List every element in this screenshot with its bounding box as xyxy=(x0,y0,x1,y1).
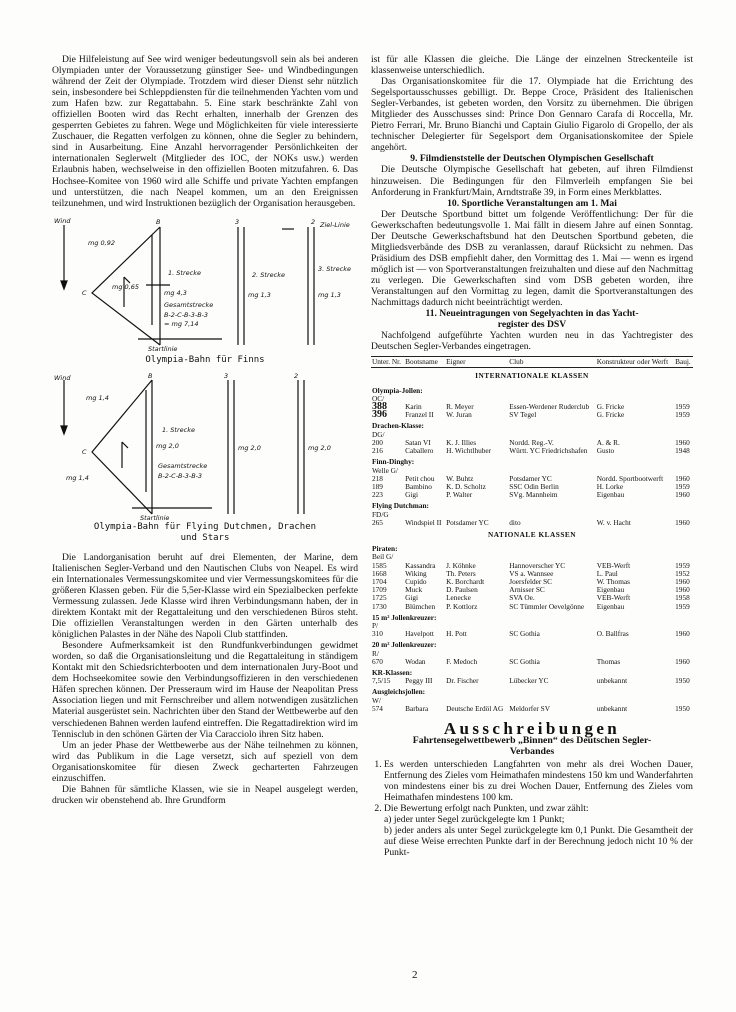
diagram1-formula: B-2-C-B-3-B-3 xyxy=(164,310,209,319)
registry-cell: VEB-Werft xyxy=(596,560,631,570)
registry-cell: Bambino xyxy=(405,481,432,491)
registry-group-row xyxy=(371,455,693,466)
registry-cell: Franzel II xyxy=(405,410,434,420)
registry-cell: 1960 xyxy=(675,629,690,639)
registry-cell: 1585 xyxy=(372,560,387,570)
registry-cell: 1725 xyxy=(372,593,387,603)
registry-cell: 7,5/15 xyxy=(372,676,391,686)
registry-cell: J. Köhnke xyxy=(446,560,476,570)
registry-cell: Windspiel II xyxy=(405,517,442,527)
registry-cell: Arnisser SC xyxy=(509,585,545,595)
registry-cell: 1959 xyxy=(675,601,690,611)
ausschreibungen-title: Ausschreibungen xyxy=(443,718,621,738)
registry-cell: 1959 xyxy=(675,402,690,412)
heading-9: 9. Filmdienststelle der Deutschen Olympischen Gesellschaft xyxy=(410,153,654,165)
diagram1-wind-label: Wind xyxy=(54,216,71,225)
registry-group-code: OC/ xyxy=(372,393,385,403)
registry-cell: Thomas xyxy=(596,656,621,666)
registry-cell: Nordd. Reg.-V. xyxy=(509,437,554,447)
registry-cell: W. Juran xyxy=(446,410,472,420)
registry-group-name: Flying Dutchman: xyxy=(372,501,429,511)
registry-cell: 1958 xyxy=(675,593,690,603)
registry-row xyxy=(371,677,693,685)
registry-row xyxy=(371,658,693,666)
rule-2b: b) jeder anders als unter Segel zurückgelegte km 0,1 Punkt. Die Gesamtheit der auf diese Weise errechten Punkte darf in der Berechnung jedoch nicht 10 % der Punkt- xyxy=(384,825,693,859)
registry-cell: 1960 xyxy=(675,437,690,447)
registry-cell: 216 xyxy=(372,446,383,456)
fd-course-diagram xyxy=(52,372,358,522)
registry-cell: Eigenbau xyxy=(596,585,625,595)
header-bootsname: Bootsname xyxy=(404,357,445,368)
registry-cell: 1960 xyxy=(675,517,690,527)
diagram2-wind-label: Wind xyxy=(54,373,71,382)
diagram2-mg-c: mg 2,0 xyxy=(156,441,179,450)
caption-fd-line1: Olympia-Bahn für Flying Dutchmen, Drachen xyxy=(93,521,317,532)
registry-cell: 1960 xyxy=(675,490,690,500)
registry-cell: Meldorfer SV xyxy=(509,703,551,713)
registry-cell: Wodan xyxy=(405,656,426,666)
registry-cell: Blümchen xyxy=(405,601,436,611)
registry-cell: Eigenbau xyxy=(596,601,625,611)
registry-group-code: FD/G xyxy=(372,509,389,519)
registry-cell: 1950 xyxy=(675,676,690,686)
diagram1-ziel: Ziel-Linie xyxy=(320,220,350,229)
diagram1-mark-2: 2 xyxy=(311,217,316,226)
registry-cell: 1960 xyxy=(675,576,690,586)
diagram2-formula: B-2-C-B-3-B-3 xyxy=(158,471,203,480)
diagram2-strecke-1: 1. Strecke xyxy=(162,425,195,434)
registry-cell: 200 xyxy=(372,437,383,447)
registry-cell: SVA Oe. xyxy=(509,593,535,603)
registry-cell: 1950 xyxy=(675,703,690,713)
page-number: 2 xyxy=(412,969,418,981)
diagram1-strecke-3: 3. Strecke xyxy=(318,264,351,273)
registry-row xyxy=(371,603,693,611)
registry-cell: H. Lorke xyxy=(596,481,624,491)
registry-cell: R. Meyer xyxy=(446,402,474,412)
registry-cell: Nordd. Sportbootwerft xyxy=(596,473,664,483)
registry-row xyxy=(371,630,693,638)
registry-cell: 670 xyxy=(372,656,383,666)
registry-row xyxy=(371,519,693,527)
diagram2-mg-b: mg 1,4 xyxy=(66,473,89,482)
ausschreibungen-subtitle-line2: Verbandes xyxy=(509,746,555,758)
registry-group-name: KR-Klassen: xyxy=(372,667,413,677)
rule-1: 1. Es werden unterschieden Langfahrten von mehr als drei Wochen Dauer, Entfernung des Zieles vom Heimathafen mindestens 150 km und Wanderfahrten von mindestens einer bis zu drei Wochen Dauer, Entfernung des Zieles vom Heimathafen mindestens 100 km. xyxy=(384,759,693,803)
diagram1-mark-c: C xyxy=(82,288,87,297)
registry-cell: W. Buhtz xyxy=(446,473,474,483)
registry-cell: 388 xyxy=(372,401,387,413)
registry-cell: SSC Odin Berlin xyxy=(509,481,559,491)
registry-cell: A. & R. xyxy=(596,437,620,447)
registry-group-row xyxy=(371,611,693,622)
registry-section-title: INTERNATIONALE KLASSEN xyxy=(475,371,589,381)
registry-group-code: R/ xyxy=(372,648,379,658)
registry-row xyxy=(371,491,693,499)
diagram2-mark-b: B xyxy=(148,371,153,380)
registry-cell: SC Gothia xyxy=(509,656,540,666)
registry-cell: Dr. Fischer xyxy=(446,676,479,686)
diagram2-gesamt: Gesamtstrecke xyxy=(158,461,208,470)
registry-cell: W. v. Hacht xyxy=(596,517,631,527)
registry-row xyxy=(371,411,693,419)
registry-cell: Joersfelder SC xyxy=(509,576,553,586)
paragraph-intro: Die Hilfeleistung auf See wird weniger bedeutungsvoll sein als bei anderen Olympiaden unter der Voraussetzung günstiger See- und Windbedingungen während der Zeit der Olympiade. Trotzdem wird dieser Dienst sehr nützlich sein, insbesondere bei Schleppdiensten für die teilnehmenden Yachten vom und zum Hafen bzw. zur Regattabahn. 5. Eine stark beschränkte Zahl von offiziellen Booten wird das Recht erhalten, innerhalb der Grenzen des gesperrten Gebietes zu fahren. Wege und Möglichkeiten für viele interessierte Zuschauer, die Regatten verfolgen zu können, ohne die Segler zu behindern, sind in Ausarbeitung. Eine Anzahl hervorragender Persönlichkeiten der internationalen Seglerwelt (Mitglieder des IOC, der NOKs usw.) werden Erlaubnis haben, wechselweise in den offiziellen Booten mitzufahren. 6. Das Hochsee-Komitee von 1960 wird alle Schiffe und private Yachten empfangen und unterstützen, die nach Neapel kommen, um an den Ereignissen teilzunehmen, und wird Instruktionen bezüglich der Organisation herausgeben. xyxy=(52,54,358,209)
registry-row xyxy=(371,447,693,455)
registry-cell: 1959 xyxy=(675,560,690,570)
registry-cell: 223 xyxy=(372,490,383,500)
registry-cell: 218 xyxy=(372,473,383,483)
registry-cell: D. Paulsen xyxy=(446,585,478,595)
diagram1-start: Startlinie xyxy=(148,344,178,353)
caption-finn: Olympia-Bahn für Finns xyxy=(145,354,265,365)
registry-cell: dito xyxy=(509,517,521,527)
diagram1-strecke-1: 1. Strecke xyxy=(168,268,201,277)
diagram2-mark-2: 2 xyxy=(294,371,299,380)
registry-group-code: Welle G/ xyxy=(372,465,398,475)
registry-cell: 1960 xyxy=(675,656,690,666)
registry-cell: Caballero xyxy=(405,446,434,456)
diagram1-mark-3: 3 xyxy=(235,217,240,226)
registry-group-name: Olympia-Jollen: xyxy=(372,385,423,395)
registry-header-row xyxy=(371,357,693,368)
diagram1-mark-b: B xyxy=(156,217,161,226)
registry-group-name: Finn-Dinghy: xyxy=(372,457,415,467)
registry-cell: 1959 xyxy=(675,410,690,420)
ausschreibungen-subtitle-line1: Fahrtensegelwettbewerb „Binnen“ des Deutschen Segler- xyxy=(412,735,652,747)
registry-cell: Gigi xyxy=(405,593,419,603)
header-eigner: Eigner xyxy=(445,357,508,368)
registry-cell: Eigenbau xyxy=(596,490,625,500)
registry-cell: 1704 xyxy=(372,576,387,586)
registry-cell: H. Pott xyxy=(446,629,467,639)
registry-group-code: W/ xyxy=(372,695,381,705)
registry-cell: K. Borchardt xyxy=(446,576,485,586)
registry-cell: G. Fricke xyxy=(596,410,625,420)
diagram2-mg-a: mg 1,4 xyxy=(86,393,109,402)
registry-cell: K. D. Scholtz xyxy=(446,481,486,491)
heading-11-line1: 11. Neueintragungen von Segelyachten in das Yacht- xyxy=(425,308,639,320)
registry-group-code: Beil G/ xyxy=(372,552,394,562)
registry-group-code: DG/ xyxy=(372,429,385,439)
diagram2-start: Startlinie xyxy=(140,513,170,522)
rule-2a: a) jeder unter Segel zurückgelegte km 1 Punkt; xyxy=(384,814,565,826)
registry-cell: G. Fricke xyxy=(596,402,625,412)
registry-group-name: Drachen-Klasse: xyxy=(372,421,424,431)
registry-cell: Petit chou xyxy=(405,473,435,483)
registry-cell: Karin xyxy=(405,402,422,412)
registry-cell: SVg. Mannheim xyxy=(509,490,558,500)
paragraph-komitee: Das Organisationskomitee für die 17. Olympiade hat die Errichtung des Segelsportausschusses gebilligt. Dr. Beppe Croce, Präsident des Italienischen Segler-Verbandes, ist gebeten worden, den Vorsitz zu übernehmen. Die übrigen Mitglieder des Ausschusses sind: Prince Don Gennaro Carafa di Roccella, Mr. Pietro Ferrari, Mr. Bruno Bianchi und Captain Giulio Figarolo di Gropello, der als technischer Delegierter für Segelsport dem Organisationskomitee der Spiele angehört. xyxy=(371,76,693,154)
registry-cell: 189 xyxy=(372,481,383,491)
registry-group-row xyxy=(371,685,693,696)
diagram2-mark-3: 3 xyxy=(224,371,229,380)
diagram1-gesamt: Gesamtstrecke xyxy=(164,300,214,309)
paragraph-11: Nachfolgend aufgeführte Yachten wurden neu in das Yachtregister des Deutschen Segler-Verbandes eingetragen. xyxy=(371,330,693,353)
diagram2-mg-d: mg 2,0 xyxy=(238,443,261,452)
header-baujahr: Bauj. xyxy=(674,357,693,368)
rules-list xyxy=(371,759,693,858)
header-club: Club xyxy=(508,357,595,368)
registry-cell: L. Paul xyxy=(596,568,618,578)
registry-cell: 1668 xyxy=(372,568,387,578)
diagram1-total: = mg 7,14 xyxy=(164,319,199,328)
registry-cell: Peggy III xyxy=(405,676,433,686)
registry-cell: O. Ballfras xyxy=(596,629,629,639)
registry-section-row xyxy=(371,368,693,384)
registry-cell: 1730 xyxy=(372,601,387,611)
registry-cell: H. Wichtlhuber xyxy=(446,446,492,456)
diagram1-mg-c: mg 4,3 xyxy=(164,288,187,297)
registry-cell: 1960 xyxy=(675,585,690,595)
paragraph-top: ist für alle Klassen die gleiche. Die Länge der einzelnen Streckenteile ist klassenweise unterschiedlich. xyxy=(371,54,693,77)
registry-cell: Hannoverscher YC xyxy=(509,560,566,570)
registry-cell: Havelpott xyxy=(405,629,434,639)
registry-cell: Wiking xyxy=(405,568,427,578)
registry-cell: 396 xyxy=(372,409,387,421)
registry-cell: F. Medoch xyxy=(446,656,478,666)
registry-cell: P. Kottlorz xyxy=(446,601,478,611)
diagram1-mg-e: mg 1,3 xyxy=(318,290,341,299)
registry-cell: Kassandra xyxy=(405,560,436,570)
paragraph-land: Die Landorganisation beruht auf drei Elementen, der Marine, dem Italienischen Segler-Verband und den Nautischen Clubs von Neapel. Es wird ein Internationales Vermessungskomitee und vier Vermessungskomitees für die größeren Klassen geben. Für die 5,5er-Klasse wird ein Spezialbecken perfekte Vermessung zulassen. Jede Klasse wird ihren Verbindungsmann haben, der in direktem Kontakt mit der Regattaleitung und den verschiedenen Büros steht. Die offiziellen Veranstaltungen werden in den Gärten unterhalb des königlichen Palastes in der Nähe des Napoli Club stattfinden. xyxy=(52,551,358,641)
registry-cell: 1948 xyxy=(675,446,690,456)
diagram1-mg-b: mg 0,65 xyxy=(112,282,139,291)
caption-fd-line2: und Stars xyxy=(180,532,230,543)
registry-row xyxy=(371,705,693,713)
header-konstrukteur: Konstrukteur oder Werft xyxy=(596,357,674,368)
registry-cell: VEB-Werft xyxy=(596,593,631,603)
paragraph-10: Der Deutsche Sportbund bittet um folgende Veröffentlichung: Der für die Gewerkschaften bedeutungsvolle 1. Mai fällt in diesem Jahre auf einen Sonntag. Der Deutsche Gewerkschaftsbund hat den Deutschen Sportbund gebeten, die Mitgliedsverbände des DSB zu veranlassen, darauf Rücksicht zu nehmen. Das Präsidium des DSB empfiehlt daher, den Vormittag des 1. Mai — wenn es irgend möglich ist — von Sportveranstaltungen freizuhalten und diese auf den Nachmittag zu verlegen. Die Gewerkschaften sind vom DSB gebeten worden, ihre Veranstaltungen auf den Vormittag zu legen, damit die Sportveranstaltungen des Nachmittags dadurch nicht beeinträchtigt werden. xyxy=(371,208,693,309)
heading-10: 10. Sportliche Veranstaltungen am 1. Mai xyxy=(447,197,617,209)
diagram1-mg-a: mg 0,92 xyxy=(88,238,115,247)
registry-cell: Essen-Werdener Ruderclub xyxy=(509,402,590,412)
registry-cell: Cupido xyxy=(405,576,427,586)
registry-cell: VS a. Wannsee xyxy=(509,568,554,578)
paragraph-aufmerksamkeit: Besondere Aufmerksamkeit ist den Rundfunkverbindungen gewidmet worden, so daß die Organisationsleitung und die Regattaleitung in ständigem Kontakt mit den Schiedsrichterbooten und dem internationalen Jury-Boot und dem Hochseekomitee sowie den Verbindungsoffizieren in den verschiedenen Häfen sprechen können. Der Presseraum wird im Hause der Neapolitan Press Association liegen und mit Fernschreiber und allem notwendigen zusätzlichen Material ausgerüstet sein. Nachrichten über den Stand der Wettbewerbe auf den verschiedenen Bahnen werden laufend eintreffen. Die Regattadirektion wird im Tennisclub in den schönen Gärten der Via Caracciolo ihren Sitz haben. xyxy=(52,640,358,740)
paragraph-9: Die Deutsche Olympische Gesellschaft hat gebeten, auf ihren Filmdienst hinzuweisen. Die Bedingungen für den Filmverleih empfangen Sie bei Anforderung in Frankfurt/Main, Arndtstraße 39, in Form eines Merkblattes. xyxy=(371,164,693,198)
registry-group-name: Ausgleichsjollen: xyxy=(372,687,426,697)
finn-course-diagram xyxy=(52,215,358,355)
registry-cell: Barbara xyxy=(405,703,429,713)
registry-cell: Potsdamer YC xyxy=(446,517,489,527)
registry-cell: 574 xyxy=(372,703,383,713)
registry-cell: Gusto xyxy=(596,446,615,456)
registry-group-row xyxy=(371,499,693,510)
registry-section-title: NATIONALE KLASSEN xyxy=(487,529,577,539)
rule-2 xyxy=(384,803,693,858)
registry-group-row xyxy=(371,419,693,430)
rule-2-text: Die Bewertung erfolgt nach Punkten, und zwar zählt: xyxy=(384,803,589,815)
registry-cell: 310 xyxy=(372,629,383,639)
registry-cell: unbekannt xyxy=(596,703,628,713)
registry-cell: Lenecke xyxy=(446,593,471,603)
registry-cell: Deutsche Erdöl AG xyxy=(446,703,504,713)
paragraph-bahnen: Die Bahnen für sämtliche Klassen, wie sie in Neapel ausgelegt werden, drucken wir obenstehend ab. Ihre Grundform xyxy=(52,783,358,806)
registry-cell: 1952 xyxy=(675,568,690,578)
registry-group-row xyxy=(371,542,693,553)
registry-group-row xyxy=(371,384,693,395)
header-nr: Unter. Nr. xyxy=(371,357,404,368)
heading-11-line2: register des DSV xyxy=(497,319,567,331)
registry-cell: K. J. Illies xyxy=(446,437,477,447)
registry-cell: unbekannt xyxy=(596,676,628,686)
diagram2-mark-c: C xyxy=(82,447,87,456)
diagram1-strecke-2: 2. Strecke xyxy=(252,270,285,279)
paragraph-phase: Um an jeder Phase der Wettbewerbe aus der Nähe teilnehmen zu können, wird das Publikum in die Lage versetzt, sich auf speziell von dem Organisationskomitee für diesen Zweck gecharterten Fahrzeugen einzuschiffen. xyxy=(52,739,358,784)
registry-section-row xyxy=(371,527,693,542)
left-column xyxy=(52,54,358,806)
registry-cell: SV Tegel xyxy=(509,410,537,420)
registry-group-code: P/ xyxy=(372,620,379,630)
registry-cell: 1960 xyxy=(675,473,690,483)
registry-cell: 1959 xyxy=(675,481,690,491)
registry-cell: Muck xyxy=(405,585,423,595)
diagram2-mg-e: mg 2,0 xyxy=(308,443,331,452)
registry-group-name: 15 m² Jollenkreuzer: xyxy=(372,612,437,622)
registry-cell: SC Gothia xyxy=(509,629,540,639)
registry-cell: 1709 xyxy=(372,585,387,595)
registry-cell: 265 xyxy=(372,517,383,527)
right-column xyxy=(371,54,693,858)
registry-cell: Württ. YC Friedrichshafen xyxy=(509,446,588,456)
registry-cell: Lübecker YC xyxy=(509,676,549,686)
registry-group-name: Piraten: xyxy=(372,544,398,554)
registry-cell: Satan VI xyxy=(405,437,431,447)
registry-group-name: 20 m² Jollenkreuzer: xyxy=(372,640,437,650)
registry-cell: Th. Peters xyxy=(446,568,476,578)
registry-cell: Potsdamer YC xyxy=(509,473,552,483)
registry-group-row xyxy=(371,638,693,649)
yacht-registry-table xyxy=(371,356,693,713)
registry-cell: P. Walter xyxy=(446,490,473,500)
registry-cell: Gigi xyxy=(405,490,419,500)
diagram1-mg-d: mg 1,3 xyxy=(248,290,271,299)
registry-cell: W. Thomas xyxy=(596,576,630,586)
registry-cell: SC Tümmler Oevelgönne xyxy=(509,601,585,611)
